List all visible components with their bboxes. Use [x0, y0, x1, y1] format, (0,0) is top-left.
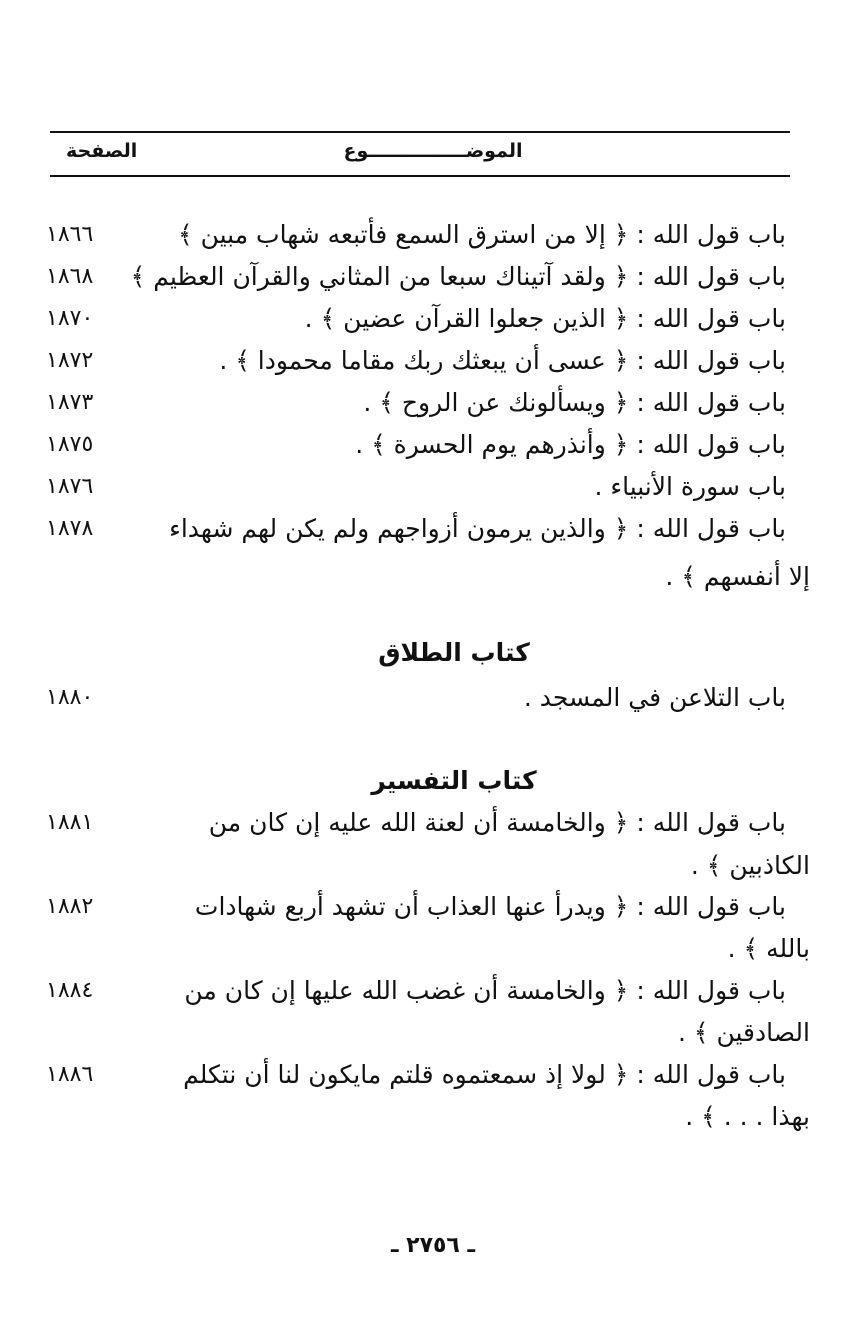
toc-entry [40, 886, 786, 930]
toc-entry [40, 298, 786, 342]
toc-entry [40, 424, 786, 468]
entry-title: باب قول الله : ﴿ ويدرأ عنها العذاب أن تشهد أربع شهادات [194, 892, 786, 921]
toc-entry [40, 970, 786, 1014]
entry-continuation: بالله ﴾ . [727, 934, 810, 963]
section-heading: كتاب الطلاق [378, 638, 530, 667]
entry-title: باب التلاعن في المسجد . [523, 683, 786, 712]
toc-entry [40, 340, 786, 384]
entry-page-number: ١٨٧٢ [46, 348, 94, 373]
entry-title: باب قول الله : ﴿ والخامسة أن لعنة الله عليه إن كان من [208, 808, 786, 837]
toc-entry [40, 508, 786, 552]
entry-page-number: ١٨٨٠ [46, 685, 94, 710]
entry-title: باب قول الله : ﴿ لولا إذ سمعتموه قلتم مايكون لنا أن نتكلم [183, 1060, 786, 1089]
entry-page-number: ١٨٨٢ [46, 894, 94, 919]
toc-entry [40, 214, 786, 258]
entry-page-number: ١٨٧٠ [46, 306, 94, 331]
entry-page-number: ١٨٨٦ [46, 1062, 94, 1087]
entry-page-number: ١٨٧٨ [46, 516, 94, 541]
header-rule-top [50, 131, 790, 133]
entry-page-number: ١٨٨٤ [46, 978, 94, 1003]
entry-title: باب قول الله : ﴿ إلا من استرق السمع فأتبعه شهاب مبين ﴾ [177, 220, 786, 249]
column-header-page: الصفحة [66, 140, 138, 162]
entry-continuation: بهذا . . . ﴾ . [685, 1102, 810, 1131]
toc-entry [40, 1054, 786, 1098]
entry-page-number: ١٨٧٦ [46, 474, 94, 499]
entry-title: باب قول الله : ﴿ ويسألونك عن الروح ﴾ . [363, 388, 786, 417]
header-rule-bottom [50, 175, 790, 177]
page-folio: ـ ٢٧٥٦ ـ [390, 1233, 476, 1258]
toc-entry [40, 466, 786, 510]
entry-page-number: ١٨٧٥ [46, 432, 94, 457]
entry-title: باب سورة الأنبياء . [594, 472, 786, 501]
toc-entry [40, 382, 786, 426]
entry-title: باب قول الله : ﴿ وأنذرهم يوم الحسرة ﴾ . [355, 430, 786, 459]
entry-continuation: الصادقين ﴾ . [677, 1018, 810, 1047]
entry-title: باب قول الله : ﴿ والخامسة أن غضب الله عليها إن كان من [184, 976, 786, 1005]
entry-page-number: ١٨٨١ [46, 810, 94, 835]
entry-title: باب قول الله : ﴿ عسى أن يبعثك ربك مقاما محمودا ﴾ . [219, 346, 786, 375]
toc-entry [40, 677, 786, 721]
section-heading: كتاب التفسير [371, 766, 537, 795]
entry-title: باب قول الله : ﴿ والذين يرمون أزواجهم ولم يكن لهم شهداء [169, 514, 786, 543]
entry-page-number: ١٨٦٨ [46, 264, 94, 289]
entry-page-number: ١٨٦٦ [46, 222, 94, 247]
entry-title: باب قول الله : ﴿ ولقد آتيناك سبعا من المثاني والقرآن العظيم ﴾ [130, 262, 786, 291]
toc-entry [40, 802, 786, 846]
entry-continuation: إلا أنفسهم ﴾ . [665, 562, 810, 591]
column-header-subject: الموضـــــــــــــــوع [343, 140, 523, 162]
entry-title: باب قول الله : ﴿ الذين جعلوا القرآن عضين ﴾ . [304, 304, 786, 333]
entry-page-number: ١٨٧٣ [46, 390, 94, 415]
toc-entry [40, 256, 786, 300]
entry-continuation: الكاذبين ﴾ . [690, 851, 810, 880]
